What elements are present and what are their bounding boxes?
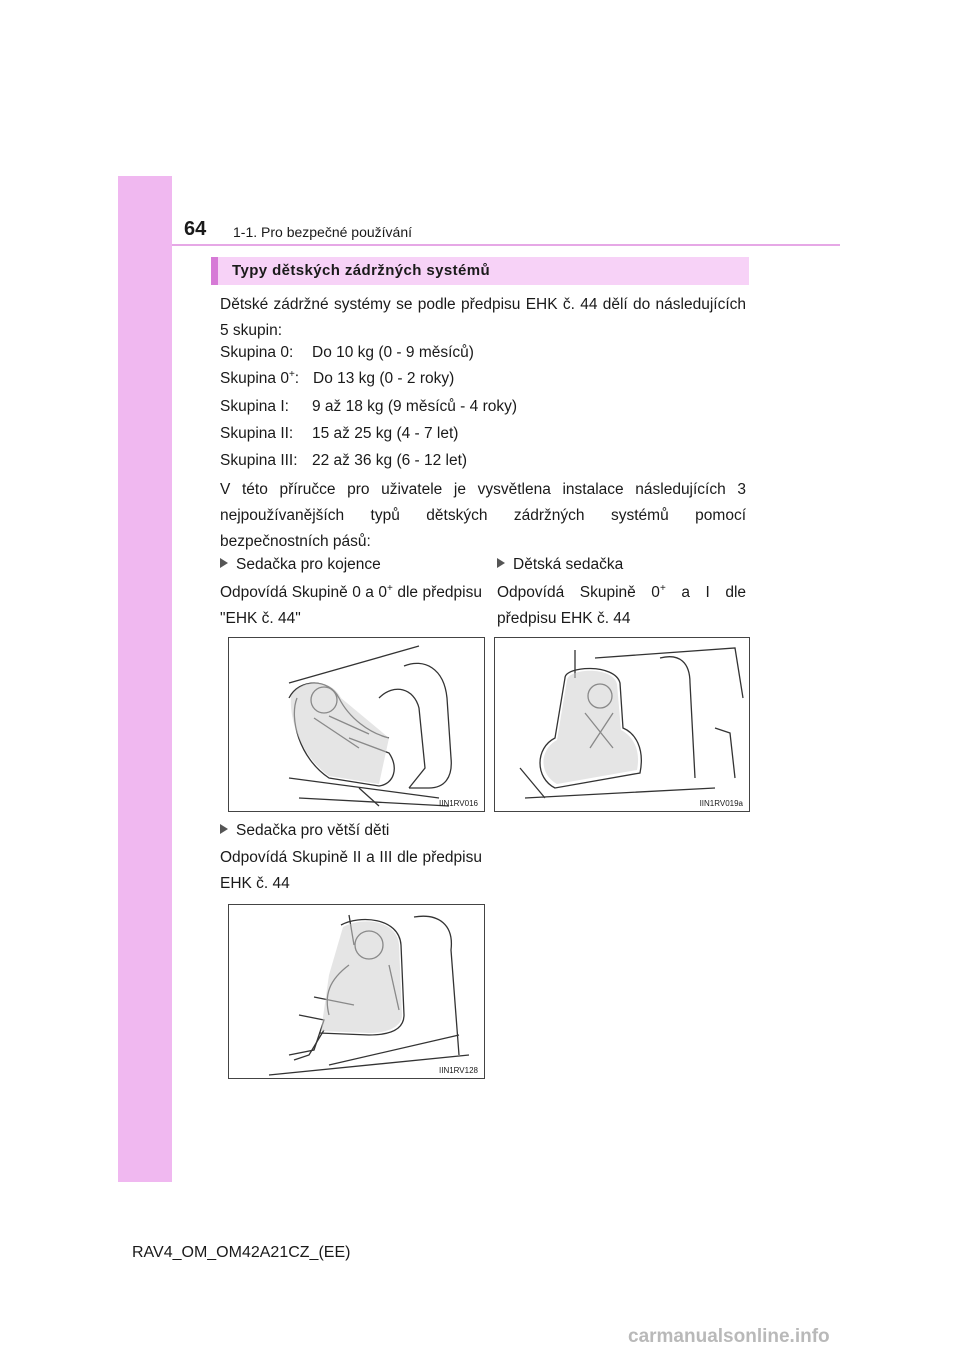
triangle-bullet-icon <box>497 558 505 568</box>
group-label: Skupina 0: <box>220 344 294 361</box>
group-value: 15 až 25 kg (4 - 7 let) <box>312 425 459 442</box>
seat-type-desc: Odpovídá Skupině 0+ a I dle předpisu EHK č. 44 <box>497 582 747 627</box>
child-seat-drawing <box>495 638 749 811</box>
group-value: Do 13 kg (0 - 2 roky) <box>313 370 455 387</box>
chapter-sidebar <box>118 176 172 1182</box>
seat-type-desc: Odpovídá Skupině II a III dle předpisu EHK č. 44 <box>220 849 482 892</box>
seat-type-title: Sedačka pro kojence <box>220 552 381 578</box>
header-divider <box>172 244 840 246</box>
group-label: Skupina I: <box>220 398 289 415</box>
group-value: Do 10 kg (0 - 9 měsíců) <box>312 344 474 361</box>
figure-code: IIN1RV019a <box>699 799 743 808</box>
outro-paragraph: V této příručce pro uživatele je vysvětlena instalace následujících 3 nejpoužívanějších typů dětských zádržných systémů pomocí bezpečnostních pásů: <box>220 481 746 550</box>
infant-seat-drawing <box>229 638 484 811</box>
seat-type-title: Dětská sedačka <box>497 552 623 578</box>
triangle-bullet-icon <box>220 824 228 834</box>
booster-seat-drawing <box>229 905 484 1078</box>
triangle-bullet-icon <box>220 558 228 568</box>
child-seat-illustration <box>494 637 750 812</box>
group-label: Skupina III: <box>220 452 298 469</box>
group-label: Skupina 0+: <box>220 368 300 387</box>
watermark: carmanualsonline.info <box>628 1326 830 1347</box>
booster-seat-illustration <box>228 904 485 1079</box>
infant-seat-illustration <box>228 637 485 812</box>
seat-type-desc: Odpovídá Skupině 0 a 0+ dle předpisu "EHK č. 44" <box>220 582 482 627</box>
section-title: 1-1. Pro bezpečné používání <box>233 224 413 240</box>
section-heading-text: Typy dětských zádržných systémů <box>232 262 491 279</box>
figure-code: IIN1RV128 <box>439 1066 478 1075</box>
document-code: RAV4_OM_OM42A21CZ_(EE) <box>132 1244 351 1261</box>
intro-paragraph: Dětské zádržné systémy se podle předpisu EHK č. 44 dělí do následujících 5 skupin: <box>220 296 746 339</box>
group-value: 22 až 36 kg (6 - 12 let) <box>312 452 468 469</box>
group-label: Skupina II: <box>220 425 294 442</box>
page-number: 64 <box>184 218 207 240</box>
figure-code: IIN1RV016 <box>439 799 478 808</box>
seat-type-title: Sedačka pro větší děti <box>220 818 389 844</box>
group-value: 9 až 18 kg (9 měsíců - 4 roky) <box>312 398 518 415</box>
section-heading <box>211 257 749 285</box>
